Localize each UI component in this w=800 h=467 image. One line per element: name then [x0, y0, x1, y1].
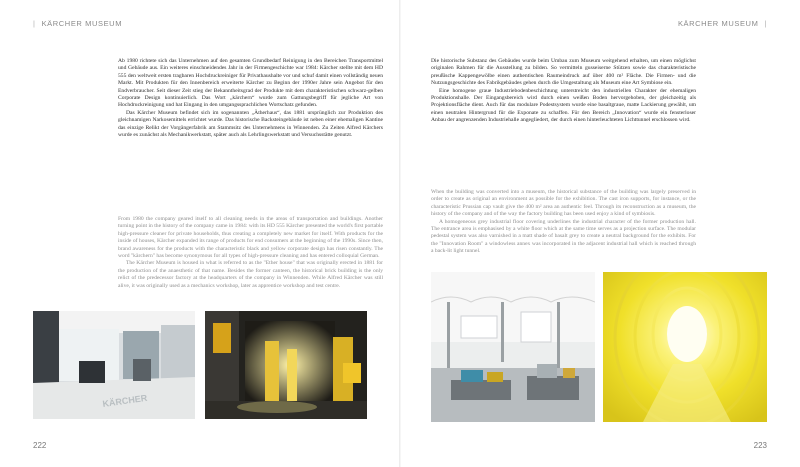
left-german-text: [118, 58, 383, 139]
left-english-text: [118, 216, 383, 290]
paragraph: When the building was converted into a museum, the historical substance of the building was largely preserved in order to create as original an environment as possible for the exhibition. The cast iron supports, for instance, or the characteristic Prussian cap vault give the 400 m² area an authentic feel. Through its reconstruction as a museum, the history of the company and of the way the factory building has been used enjoy a kind of symbiosis.: [431, 189, 696, 218]
right-english-text: [431, 189, 696, 256]
right-running-head: KÄRCHER MUSEUM |: [677, 19, 767, 28]
paragraph: Eine homogene graue Industriebodenbeschichtung unterstreicht den industriellen Charakter der ehemaligen Produktionshalle. Der Eingangsbereich wird durch einen weißen Boden hervorgehoben, der gleichzeitig als Projektionsfläche dient. Auch für das modulare Podestsystem wurde eine basaltgraue, matte Lackierung gewählt, um einen neutralen Hintergrund für die Exponate zu schaffen. Für den Bereich „Innovation“ wurde ein fensterloser Anbau der angrenzenden Industriehalle angegliedert, der durch einen hinterleuchteten Lichttunnel erschlossen wird.: [431, 87, 696, 124]
paragraph: Die historische Substanz des Gebäudes wurde beim Umbau zum Museum weitgehend erhalten, um einen möglichst originalen Rahmen für die Ausstellung zu bilden. So vermitteln gusseiserne Stützen sowie das charakteristische preußische Kappengewölbe einen authentischen Raumeindruck auf über 400 m² Fläche. Die Firmen- und die Nutzungsgeschichte des Fabrikgebäudes gehen durch die Umgestaltung als Museum eine Art Symbiose ein.: [431, 58, 696, 87]
light-tunnel-photo: [603, 272, 767, 422]
right-running-head-text: KÄRCHER MUSEUM: [677, 19, 759, 28]
exhibition-illustration: [205, 311, 367, 419]
left-page-number: 222: [33, 441, 47, 450]
exhibition-photo: [205, 311, 367, 419]
right-german-text: [431, 58, 696, 125]
paragraph: From 1980 the company geared itself to all cleaning needs in the areas of transportation and buildings. Another turning point in the history of the company came in 1984: with its HD 555 Kärcher presented the world's first portable high-pressure cleaner for private households, thus creating a completely new market for itself. With products for the inside of houses, Kärcher expanded its range of products for end consumers at the beginning of the 1990s. Since then, brand awareness for the products with the characteristic black and yellow corporate design has risen constantly. The word "kärchern" has become synonymous for all types of high-pressure cleaning and has entered colloquial German.: [118, 216, 383, 260]
museum-hall-photo: [431, 272, 595, 422]
left-running-head-text: KÄRCHER MUSEUM: [41, 19, 123, 28]
light-tunnel-illustration: [603, 272, 767, 422]
gutter: [399, 0, 401, 467]
paragraph: The Kärcher Museum is housed in what is referred to as the "Ether house" that was originally erected in 1881 for the production of the anaesthetic of that name. Besides the former canteen, the historical brick building is the only relict of the predecessor factory at the headquarters of the company in Winnenden. While Alfred Kärcher was still alive, it was originally used as a mechanics workshop, later as apprentice workshop and test centre.: [118, 260, 383, 289]
paragraph: Das Kärcher Museum befindet sich im sogenannten „Ätherhaus“, das 1881 ursprünglich zur Produktion des gleichnamigen Narkosemittels errichtet wurde. Das historische Backsteingebäude ist neben einer ehemaligen Kantine das einzige Relikt der Vorgängerfabrik am Stammsitz des Unternehmens in Winnenden. Zu Zeiten Alfred Kärchers wurde es zunächst als Mechanikwerkstatt, später auch als Lehrlingswerkstatt und Versuchsstätte genutzt.: [118, 109, 383, 139]
paragraph: Ab 1980 richtete sich das Unternehmen auf den gesamten Grundbedarf Reinigung in den Bereichen Transportmittel und Gebäude aus. Ein weiteres einschneidendes Jahr in der Firmengeschichte war 1984: Kärcher stellte mit dem HD 555 den weltweit ersten tragbaren Hochdruckreiniger für Privathaushalte vor und schuf damit einen vollständig neuen Markt. Mit Produkten für den Innenbereich erweiterte Kärcher zu Beginn der 1990er Jahre sein Angebot für den Endverbraucher. Seit dieser Zeit stieg der Bekanntheitsgrad der Produkte mit dem charakteristischen schwarz-gelben Corporate Design kontinuierlich. Das Wort „kärchern“ wurde zum Gattungsbegriff für jegliche Art von Hochdruckreinigung und hat Eingang in den umgangssprachlichen Wortschatz gefunden.: [118, 58, 383, 109]
museum-entrance-photo: [33, 311, 195, 419]
right-page-number: 223: [753, 441, 767, 450]
museum-entrance-illustration: [33, 311, 195, 419]
left-running-head: | KÄRCHER MUSEUM: [33, 19, 123, 28]
museum-hall-illustration: [431, 272, 595, 422]
paragraph: A homogeneous grey industrial floor covering underlines the industrial character of the former production hall. The entrance area is emphasised by a white floor which at the same time serves as a projection surface. The modular pedestal system was also varnished in a matt shade of basalt grey to create a neutral background for the exhibits. For the "Innovation Room" a windowless annex was incorporated in the adjacent industrial hall which is reached through a back-lit light tunnel.: [431, 218, 696, 255]
logo-projection: KÄRCHER: [101, 392, 148, 409]
